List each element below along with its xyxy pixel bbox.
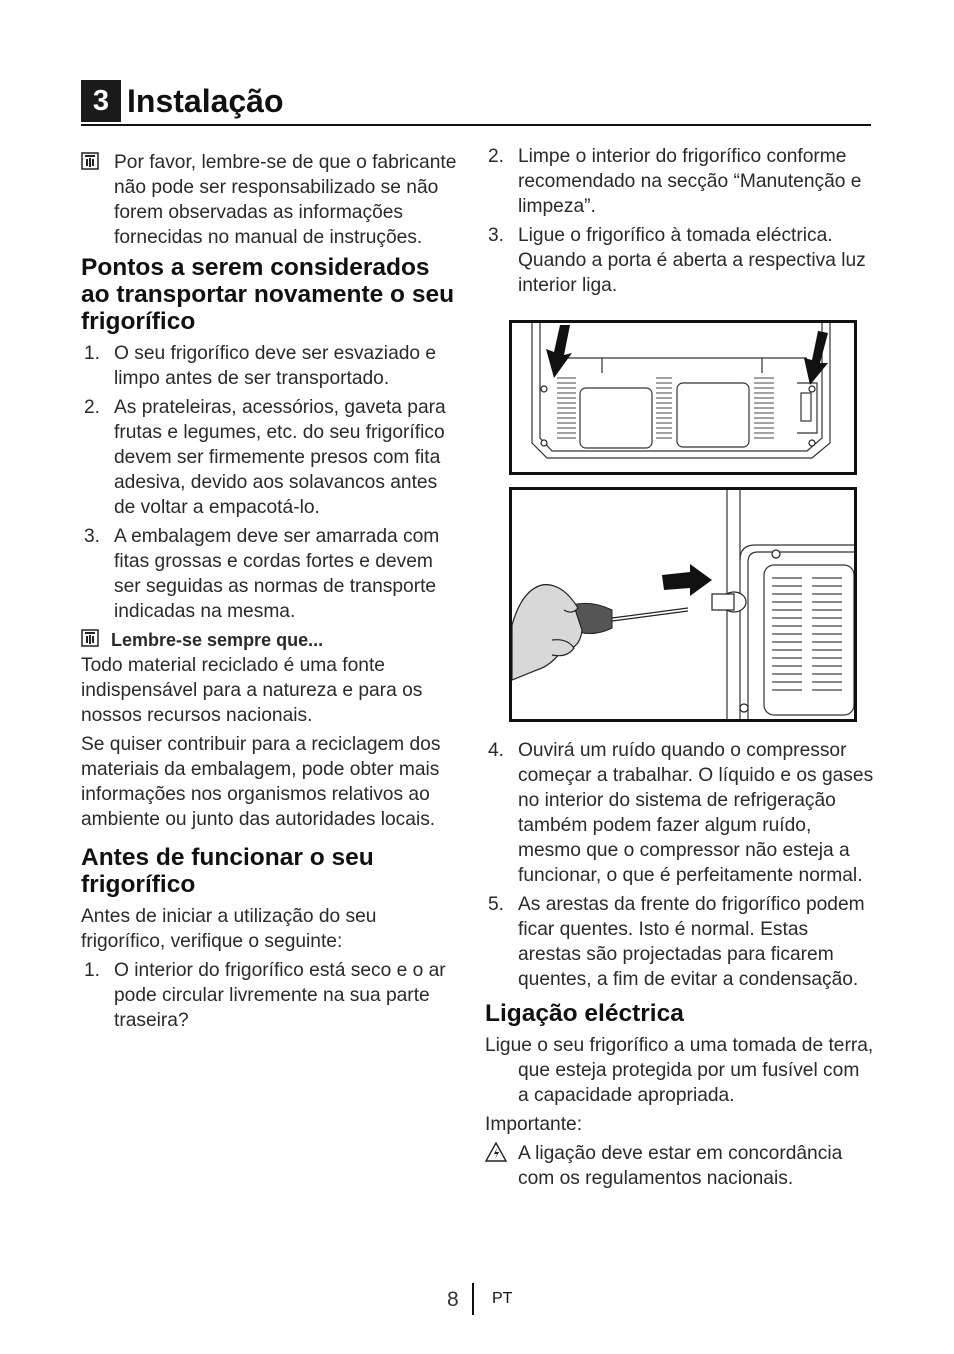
fridge-back-illustration bbox=[512, 323, 854, 472]
info-icon bbox=[81, 152, 99, 170]
section-title-transport: Pontos a serem considerados ao transportar novamente o seu frigorífico bbox=[81, 254, 455, 335]
remember-paragraph: Todo material reciclado é uma fonte indispensável para a natureza e para os nossos recursos nacionais. bbox=[81, 655, 423, 726]
info-icon bbox=[81, 629, 99, 647]
list-item: 2. Limpe o interior do frigorífico conforme recomendado na secção “Manutenção e limpeza”. bbox=[488, 146, 862, 217]
before-use-list bbox=[81, 958, 461, 1033]
list-item: 5. As arestas da frente do frigorífico podem ficar quentes. Isto é normal. Estas arestas são projectadas para ficarem quentes, a fim de evitar a condensação. bbox=[488, 894, 865, 990]
before-use-list-end bbox=[485, 738, 875, 992]
list-item: 3. A embalagem deve ser amarrada com fitas grossas e cordas fortes e devem ser seguidas as normas de transporte indicadas na mesma. bbox=[84, 526, 440, 622]
footer-divider bbox=[472, 1283, 474, 1315]
list-item: 2. As prateleiras, acessórios, gaveta para frutas e legumes, etc. do seu frigorífico devem ser firmemente presos com fita adesiva, devido aos solavancos antes de voltar a empacotá-lo. bbox=[84, 397, 446, 518]
section-title-before-use: Antes de funcionar o seu frigorífico bbox=[81, 844, 374, 898]
chapter-title: Instalação bbox=[127, 83, 284, 119]
info-note bbox=[81, 150, 461, 250]
warning-note: A ligação deve estar em concordância com os regulamentos nacionais. bbox=[485, 1141, 875, 1191]
chapter-header bbox=[81, 80, 871, 126]
warning-icon bbox=[485, 1142, 507, 1162]
right-column-top bbox=[485, 144, 875, 302]
before-use-list-continued bbox=[485, 144, 875, 298]
language-label: PT bbox=[492, 1290, 513, 1307]
transport-list bbox=[81, 341, 461, 624]
important-label: Importante: bbox=[485, 1114, 583, 1135]
arrow-right-icon bbox=[662, 564, 712, 596]
page-number: 8 bbox=[447, 1288, 459, 1311]
figure-fridge-back bbox=[509, 320, 857, 475]
chapter-number: 3 bbox=[81, 80, 121, 122]
screwdriver-illustration bbox=[512, 490, 854, 719]
list-item: 4. Ouvirá um ruído quando o compressor começar a trabalhar. O líquido e os gases no interior do sistema de refrigeração também podem fazer algum ruído, mesmo que o compressor não esteja a funcionar, o que é perfeitamente normal. bbox=[488, 740, 874, 886]
electrical-paragraph: Ligue o seu frigorífico a uma tomada de terra, que esteja protegida por um fusível com a capacidade apropriada. bbox=[485, 1035, 874, 1106]
arrow-right-icon bbox=[804, 331, 828, 385]
arrow-left-icon bbox=[546, 325, 572, 378]
list-item: 1. O interior do frigorífico está seco e o ar pode circular livremente na sua parte traseira? bbox=[84, 960, 446, 1031]
remember-heading: Lembre-se sempre que... bbox=[81, 628, 461, 653]
recycling-paragraph: Se quiser contribuir para a reciclagem dos materiais da embalagem, pode obter mais informações nos organismos relativos ao ambiente ou junto das autoridades locais. bbox=[81, 734, 441, 830]
right-column-bottom bbox=[485, 738, 875, 1191]
list-item: 1. O seu frigorífico deve ser esvaziado e limpo antes de ser transportado. bbox=[84, 343, 437, 389]
figure-screwdriver bbox=[509, 487, 857, 722]
list-item: 3. Ligue o frigorífico à tomada eléctrica. Quando a porta é aberta a respectiva luz interior liga. bbox=[488, 225, 866, 296]
left-column bbox=[81, 150, 461, 1037]
section-title-electrical: Ligação eléctrica bbox=[485, 1000, 684, 1027]
before-use-intro: Antes de iniciar a utilização do seu frigorífico, verifique o seguinte: bbox=[81, 906, 377, 952]
note-text: Por favor, lembre-se de que o fabricante não pode ser responsabilizado se não forem observadas as informações fornecidas no manual de instruções. bbox=[114, 152, 457, 248]
